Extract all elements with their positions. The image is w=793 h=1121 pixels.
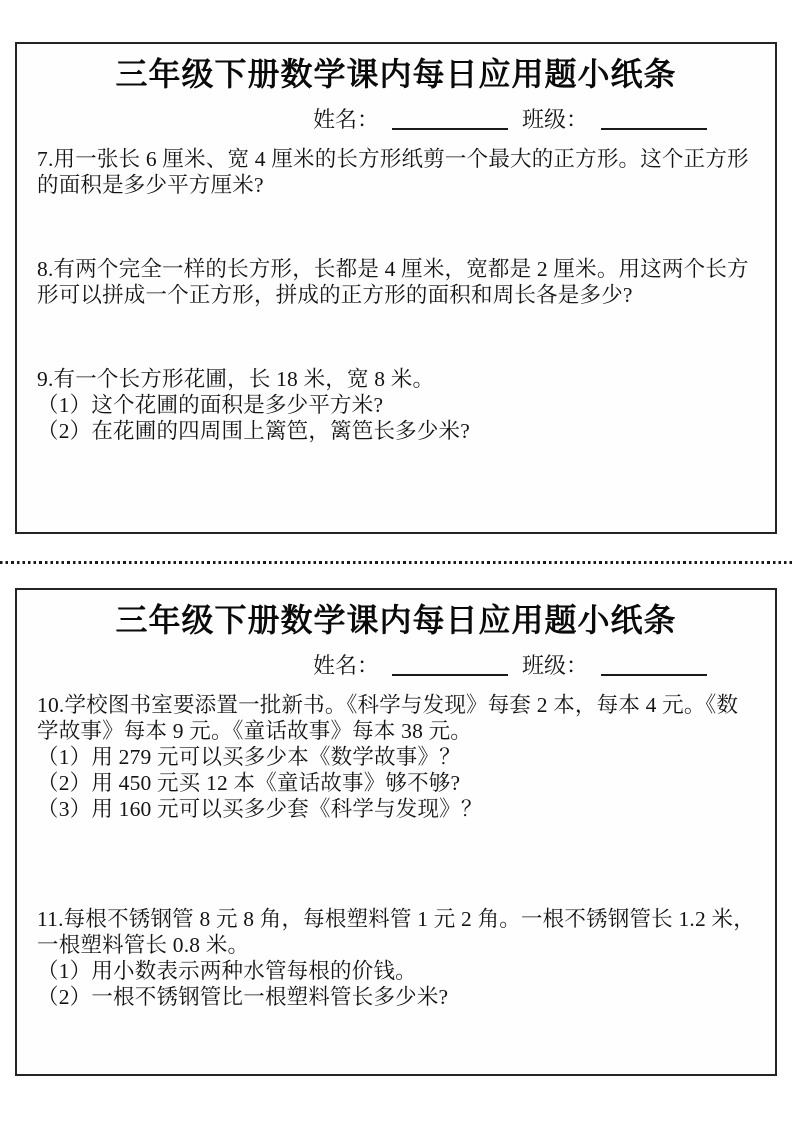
problem-line: 形可以拼成一个正方形，拼成的正方形的面积和周长各是多少? <box>37 283 633 307</box>
worksheet-title: 三年级下册数学课内每日应用题小纸条 <box>115 56 677 92</box>
name-label: 姓名： <box>313 107 380 132</box>
worksheet-card-1 <box>15 42 777 534</box>
problem-sub-line: （2）一根不锈钢管比一根塑料管长多少米? <box>37 985 449 1009</box>
name-blank-line <box>392 654 508 676</box>
problem-sub-line: （1）用 279 元可以买多少本《数学故事》？ <box>37 745 461 769</box>
problem-line: 7.用一张长 6 厘米、宽 4 厘米的长方形纸剪一个最大的正方形。这个正方形 <box>37 147 749 171</box>
problem-11 <box>37 906 763 1010</box>
name-class-row <box>17 652 775 680</box>
problem-line: 一根塑料管长 0.8 米。 <box>37 933 250 957</box>
problem-9 <box>37 366 763 444</box>
problems-section <box>17 692 775 1010</box>
problem-line: 学故事》每本 9 元。《童话故事》每本 38 元。 <box>37 719 473 743</box>
problem-7 <box>37 146 763 198</box>
name-class-row <box>17 106 775 134</box>
problem-line: 8.有两个完全一样的长方形，长都是 4 厘米，宽都是 2 厘米。用这两个长方 <box>37 257 749 281</box>
problem-sub-line: （3）用 160 元可以买多少套《科学与发现》？ <box>37 797 483 821</box>
problem-line: 的面积是多少平方厘米? <box>37 173 264 197</box>
problem-sub-line: （2）用 450 元买 12 本《童话故事》够不够? <box>37 771 461 795</box>
problem-line: 9.有一个长方形花圃，长 18 米，宽 8 米。 <box>37 367 435 391</box>
problem-8 <box>37 256 763 308</box>
problem-sub-line: （2）在花圃的四周围上篱笆，篱笆长多少米? <box>37 419 470 443</box>
class-label: 班级： <box>522 107 589 132</box>
name-label: 姓名： <box>313 653 380 678</box>
worksheet-card-2 <box>15 588 777 1076</box>
worksheet-title: 三年级下册数学课内每日应用题小纸条 <box>115 602 677 638</box>
class-label: 班级： <box>522 653 589 678</box>
problem-line: 11.每根不锈钢管 8 元 8 角，每根塑料管 1 元 2 角。一根不锈钢管长 1.2 米， <box>37 907 755 931</box>
problems-section <box>17 146 775 444</box>
class-blank-line <box>601 654 707 676</box>
problem-line: 10.学校图书室要添置一批新书。《科学与发现》每套 2 本，每本 4 元。《数 <box>37 693 739 717</box>
problem-sub-line: （1）用小数表示两种水管每根的价钱。 <box>37 959 417 983</box>
problem-sub-line: （1）这个花圃的面积是多少平方米? <box>37 393 384 417</box>
class-blank-line <box>601 108 707 130</box>
problem-10 <box>37 692 763 822</box>
dotted-divider <box>0 561 793 564</box>
name-blank-line <box>392 108 508 130</box>
